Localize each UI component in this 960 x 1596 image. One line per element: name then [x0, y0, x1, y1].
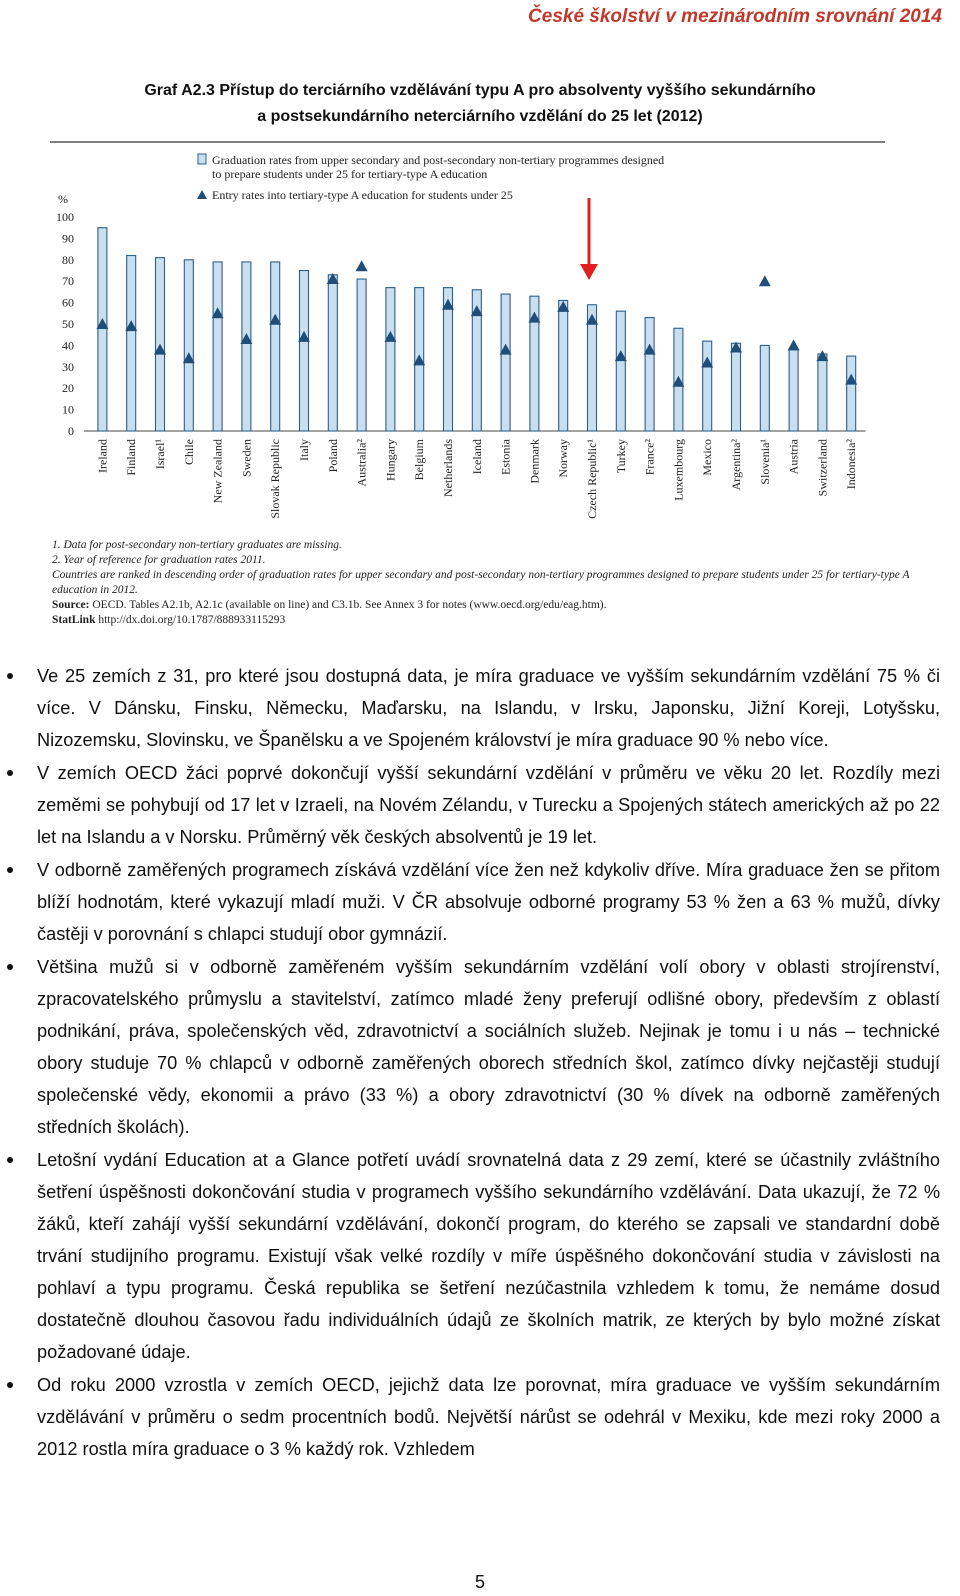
bar-9	[357, 279, 366, 431]
x-tick-label: Estonia	[498, 439, 513, 475]
bar-16	[559, 300, 568, 431]
legend-label-graduation: Graduation rates from upper secondary and post-secondary non-tertiary programmes designed to prepare students under 25 for tertiary-type A education	[212, 153, 665, 181]
bullet-list	[0, 660, 960, 1466]
y-tick-label: 70	[62, 274, 74, 289]
y-axis-unit: %	[58, 192, 68, 206]
legend-triangle-icon	[197, 190, 207, 199]
bar-19	[645, 318, 654, 431]
y-tick-label: 10	[62, 402, 74, 417]
bar-4	[213, 262, 222, 431]
bullet-icon	[7, 770, 13, 776]
x-tick-label: Poland	[325, 439, 340, 473]
bar-5	[242, 262, 251, 431]
statlink-url[interactable]: http://dx.doi.org/10.1787/888933115293	[98, 614, 286, 626]
y-tick-label: 30	[62, 359, 74, 374]
bar-3	[184, 260, 193, 431]
x-tick-label: Czech Republic¹	[585, 439, 599, 519]
bullet-icon	[7, 867, 13, 873]
entry-marker-9	[356, 260, 368, 271]
y-tick-label: 80	[62, 252, 74, 267]
x-tick-label: Luxembourg	[671, 439, 686, 501]
x-tick-label: Chile	[181, 439, 196, 465]
x-tick-label: Argentina²	[729, 439, 743, 491]
bullet-text: Letošní vydání Education at a Glance potřetí uvádí srovnatelná data z 29 zemí, které se účastnily zvláštního šetření úspěšnosti dokončování studia v programech vyššího sekundárního vzdělávání. Data ukazují, že 72 % žáků, kteří zahájí vyšší sekundární vzdělávání, dokončí program, do kterého se zapsali ve standardní době trvání studijního programu. Existují však velké rozdíly v míře úspěšného dokončování studia v závislosti na pohlaví a typu programu. Česká republika se šetření nezúčastnila vzhledem k tomu, že nemáme dosud dostatečně dlouhou časovou řadu individuálních údajů ze školních matrik, ze kterých by bylo možné získat požadované údaje.	[37, 1150, 940, 1362]
bullet-item	[0, 951, 960, 1143]
bar-14	[501, 294, 510, 431]
source-label: Source:	[52, 599, 90, 611]
bar-6	[271, 262, 280, 431]
bullet-icon	[7, 1382, 13, 1388]
entry-marker-23	[759, 275, 771, 286]
x-tick-label: Austria	[786, 439, 801, 475]
figure-title	[0, 78, 960, 130]
x-tick-label: Australia²	[354, 439, 369, 487]
bullet-icon	[7, 673, 13, 679]
bullet-text: Ve 25 zemích z 31, pro které jsou dostupná data, je míra graduace ve vyšším sekundárním vzdělání 75 % či více. V Dánsku, Finsku, Německu, Maďarsku, na Islandu, v Irsku, Japonsku, Jižní Koreji, Lotyšsku, Nizozemsku, Slovinsku, ve Španělsku a ve Spojeném království je míra graduace 90 % nebo více.	[37, 666, 940, 750]
source-text: OECD. Tables A2.1b, A2.1c (available on line) and C3.1b. See Annex 3 for notes (www.oecd.org/edu/eag.htm).	[92, 599, 607, 611]
x-tick-label: Israel¹	[153, 439, 167, 470]
x-tick-label: Slovenia¹	[757, 439, 772, 485]
x-tick-label: Hungary	[383, 439, 398, 481]
bullet-text: V odborně zaměřených programech získává vzdělání více žen než kdykoliv dříve. Míra graduace žen se přitom blíží hodnotám, které vykazují mladí muži. V ČR absolvuje odborné programy 53 % žen a 63 % mužů, dívky častěji v porovnání s chlapci studují obor gymnázií.	[37, 860, 940, 944]
x-tick-label: Iceland	[469, 439, 484, 475]
x-tick-label: Sweden	[239, 439, 254, 477]
x-tick-label: Italy	[297, 439, 311, 461]
highlight-arrow-icon	[580, 264, 598, 280]
bullet-text: Většina mužů si v odborně zaměřeném vyšším sekundárním vzdělání volí obory v oblasti strojírenství, zpracovatelského průmyslu a stavitelství, zatímco mladé ženy preferují odlišné obory, především z oblastí podnikání, práva, společenských věd, zdravotnictví a sociálních služeb. Nejinak je tomu i u nás – technické obory studuje 70 % chlapců v odborně zaměřených oborech středních škol, zatímco dívky nejčastěji studují společenské vědy, ekonomii a právo (33 %) a obory zdravotnictví (30 % dívek na odborně zaměřených středních školách).	[37, 957, 940, 1137]
figure-title-line2: a postsekundárního neterciárního vzdělání do 25 let (2012)	[257, 108, 703, 125]
note-2: 2. Year of reference for graduation rates 2011.	[52, 554, 266, 566]
x-tick-label: New Zealand	[210, 439, 225, 504]
x-tick-label: Finland	[124, 439, 139, 476]
document-header: České školství v mezinárodním srovnání 2014	[528, 6, 942, 27]
figure-title-line1: Graf A2.3 Přístup do terciárního vzdělávání typu A pro absolventy vyššího sekundárního	[144, 82, 816, 99]
source-line	[52, 598, 912, 613]
bullet-text: V zemích OECD žáci poprvé dokončují vyšší sekundární vzdělání v průměru ve věku 20 let. Rozdíly mezi zeměmi se pohybují od 17 let v Izraeli, na Novém Zélandu, v Turecku a Spojených státech amerických až po 22 let na Islandu a v Norsku. Průměrný věk českých absolventů je 19 let.	[37, 763, 940, 847]
bullet-item	[0, 757, 960, 853]
y-tick-label: 0	[68, 424, 74, 438]
bar-23	[760, 345, 769, 431]
bullet-item	[0, 660, 960, 756]
y-tick-label: 60	[62, 295, 74, 310]
x-tick-label: Turkey	[613, 439, 628, 474]
statlink-line	[52, 613, 912, 628]
x-tick-label: Norway	[556, 439, 571, 478]
x-tick-label: Indonesia²	[844, 439, 859, 490]
bar-0	[98, 228, 107, 431]
legend-bar-swatch	[198, 154, 206, 164]
x-tick-label: Ireland	[95, 439, 110, 473]
statlink-label: StatLink	[52, 614, 96, 626]
bar-24	[789, 350, 798, 431]
bullet-icon	[7, 1157, 13, 1163]
bar-7	[300, 271, 309, 432]
bar-26	[847, 356, 856, 431]
bar-22	[732, 343, 741, 431]
x-tick-label: Denmark	[527, 439, 542, 484]
y-tick-label: 90	[62, 231, 74, 246]
x-tick-label: Mexico	[700, 439, 715, 476]
bar-8	[328, 275, 337, 431]
bullet-text: Od roku 2000 vzrostla v zemích OECD, jejichž data lze porovnat, míra graduace ve vyšším sekundárním vzdělávání v průměru o sedm procentních bodů. Největší nárůst se odehrál v Mexiku, kde mezi roky 2000 a 2012 rostla míra graduace o 3 % každý rok. Vzhledem	[37, 1375, 940, 1459]
note-1: 1. Data for post-secondary non-tertiary graduates are missing.	[52, 539, 342, 551]
page-number: 5	[474, 1572, 485, 1592]
x-tick-label: France²	[642, 439, 657, 476]
bar-18	[616, 311, 625, 431]
entry-marker-24	[788, 339, 800, 350]
chart-notes	[52, 538, 912, 628]
x-tick-label: Belgium	[412, 439, 427, 481]
bullet-icon	[7, 964, 13, 970]
bullet-item	[0, 1144, 960, 1368]
y-tick-label: 50	[62, 317, 74, 331]
bar-1	[127, 256, 136, 431]
y-tick-label: 20	[62, 381, 74, 396]
y-tick-label: 100	[56, 210, 74, 224]
bullet-item	[0, 1369, 960, 1465]
x-tick-label: Switzerland	[815, 439, 830, 497]
x-tick-label: Slovak Republic	[268, 439, 283, 519]
x-tick-label: Netherlands	[441, 439, 455, 497]
bullet-item	[0, 854, 960, 950]
bar-21	[703, 341, 712, 431]
bar-25	[818, 354, 827, 431]
y-tick-label: 40	[62, 338, 74, 353]
legend-label-entry: Entry rates into tertiary-type A education for students under 25	[212, 188, 513, 202]
note-ranking: Countries are ranked in descending order of graduation rates for upper secondary and post-secondary non-tertiary programmes designed to prepare students under 25 for tertiary-type A education in 2012.	[52, 569, 910, 596]
bar-10	[386, 288, 395, 431]
